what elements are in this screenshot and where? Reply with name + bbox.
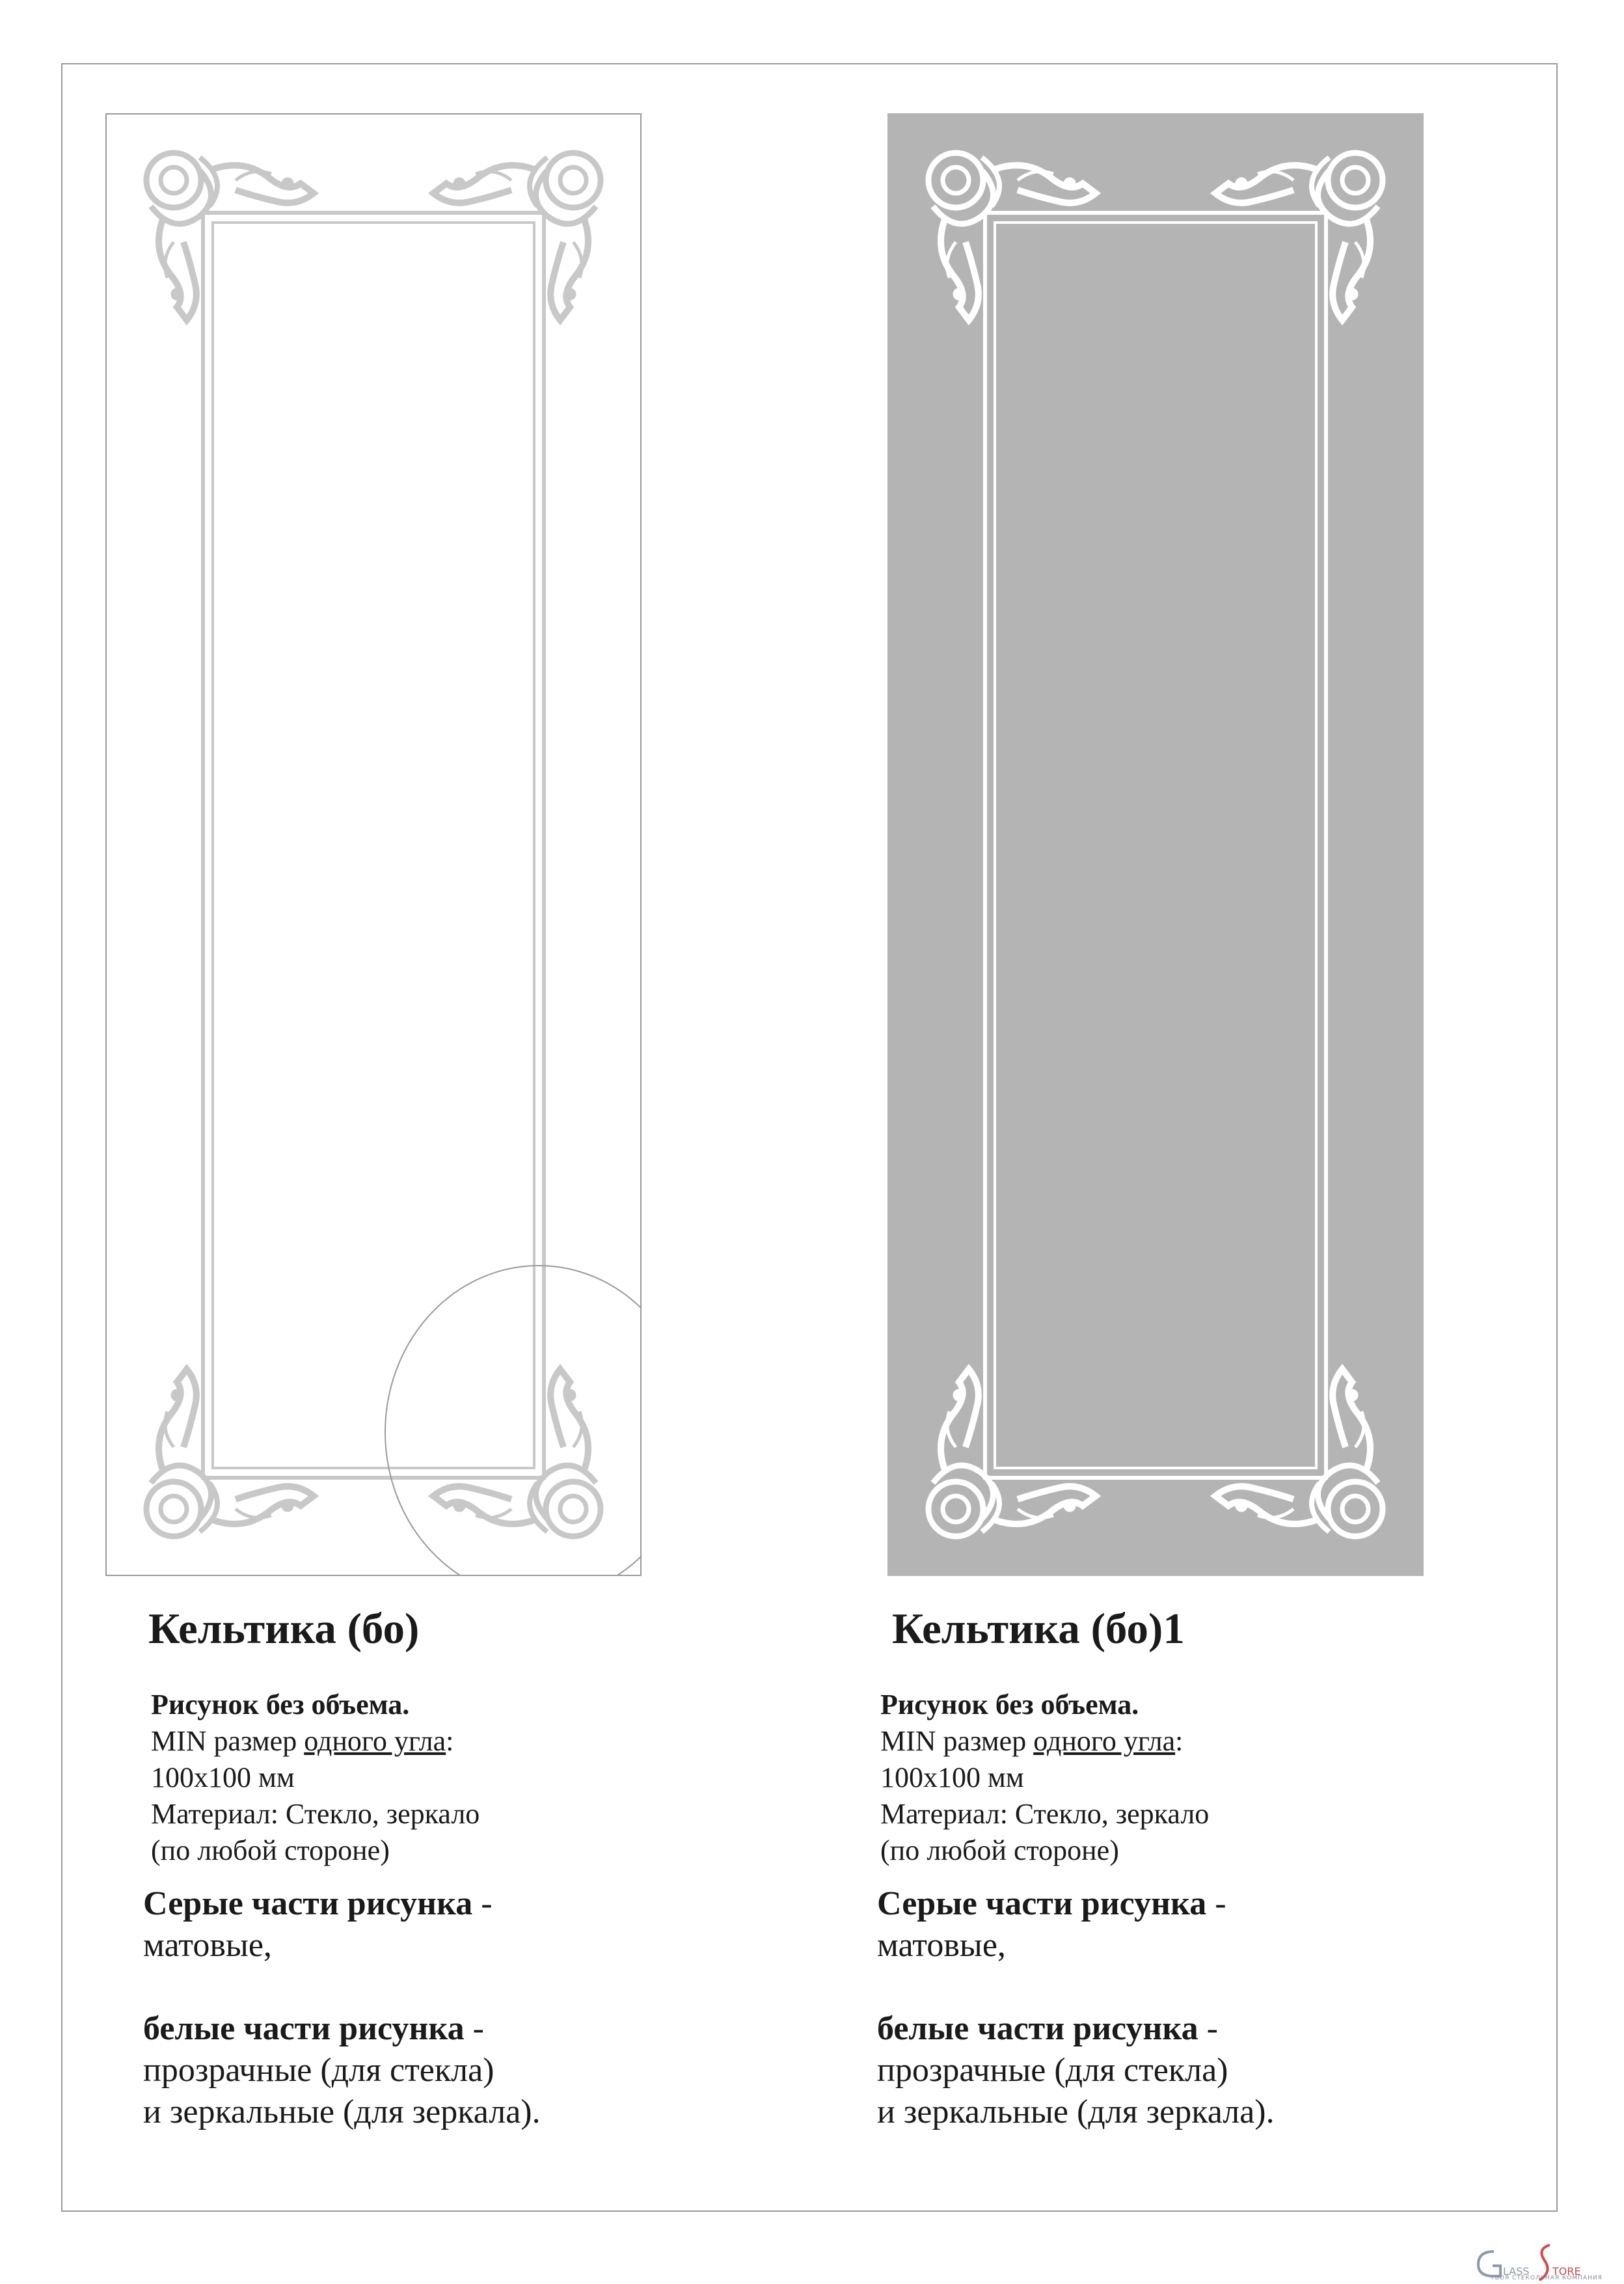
- design-preview-matte-glass: [887, 113, 1424, 1576]
- description-left: [143, 1607, 729, 2133]
- design-title: Кельтика (бо): [148, 1605, 420, 1653]
- spec-min-size: [880, 1723, 1463, 1760]
- spec-volume: Рисунок без объема.: [151, 1689, 410, 1720]
- spec-block: [880, 1687, 1463, 1869]
- legend-gray-label: Серые части рисунка: [877, 1885, 1207, 1922]
- legend-gray: [143, 1883, 729, 1925]
- legend-gray-dash: -: [1206, 1885, 1226, 1922]
- spec-size: 100х100 мм: [880, 1761, 1024, 1793]
- legend-white-label: белые части рисунка: [143, 2010, 465, 2047]
- spec-min-prefix: MIN размер: [151, 1725, 304, 1757]
- legend-white-line2: и зеркальные (для зеркала).: [143, 2093, 541, 2130]
- spec-min-suffix: :: [446, 1725, 454, 1757]
- legend-white-label: белые части рисунка: [877, 2010, 1198, 2047]
- legend-white-line1: прозрачные (для стекла): [143, 2052, 494, 2089]
- spec-min-underlined: одного угла: [304, 1725, 446, 1757]
- spec-material: Материал: Стекло, зеркало: [151, 1798, 480, 1830]
- legend-block: [143, 1883, 729, 2133]
- legend-gray-dash: -: [472, 1885, 493, 1922]
- legend-block: [877, 1883, 1463, 2133]
- spec-side: (по любой стороне): [151, 1834, 390, 1866]
- legend-white-line1: прозрачные (для стекла): [877, 2052, 1228, 2089]
- logo-tagline: ТВОЯ СТЕКОЛЬНАЯ КОМПАНИЯ: [1491, 2275, 1603, 2281]
- description-right: [877, 1607, 1463, 2133]
- legend-white: [877, 2008, 1463, 2050]
- legend-gray-label: Серые части рисунка: [143, 1885, 473, 1922]
- legend-gray-text: матовые,: [877, 1927, 1006, 1964]
- legend-white-dash: -: [1198, 2010, 1218, 2047]
- matte-glass-background: [887, 113, 1424, 1576]
- legend-gray-text: матовые,: [143, 1927, 272, 1964]
- svg-text:TORE: TORE: [1552, 2265, 1581, 2277]
- legend-white: [143, 2008, 729, 2050]
- spec-size: 100х100 мм: [151, 1761, 295, 1793]
- spec-volume: Рисунок без объема.: [880, 1689, 1139, 1720]
- spec-min-underlined: одного угла: [1033, 1725, 1176, 1757]
- spec-min-prefix: MIN размер: [880, 1725, 1034, 1757]
- spec-material: Материал: Стекло, зеркало: [880, 1798, 1210, 1830]
- legend-gray: [877, 1883, 1463, 1925]
- spec-side: (по любой стороне): [880, 1834, 1119, 1866]
- design-preview-clear-glass: [105, 113, 642, 1576]
- glass-outline: [106, 114, 641, 1575]
- spec-min-suffix: :: [1175, 1725, 1184, 1757]
- design-title: Кельтика (бо)1: [892, 1605, 1185, 1653]
- spec-min-size: [151, 1723, 729, 1760]
- svg-text:LASS: LASS: [1503, 2265, 1530, 2277]
- legend-white-dash: -: [464, 2010, 484, 2047]
- legend-white-line2: и зеркальные (для зеркала).: [877, 2093, 1275, 2130]
- spec-block: [151, 1687, 729, 1869]
